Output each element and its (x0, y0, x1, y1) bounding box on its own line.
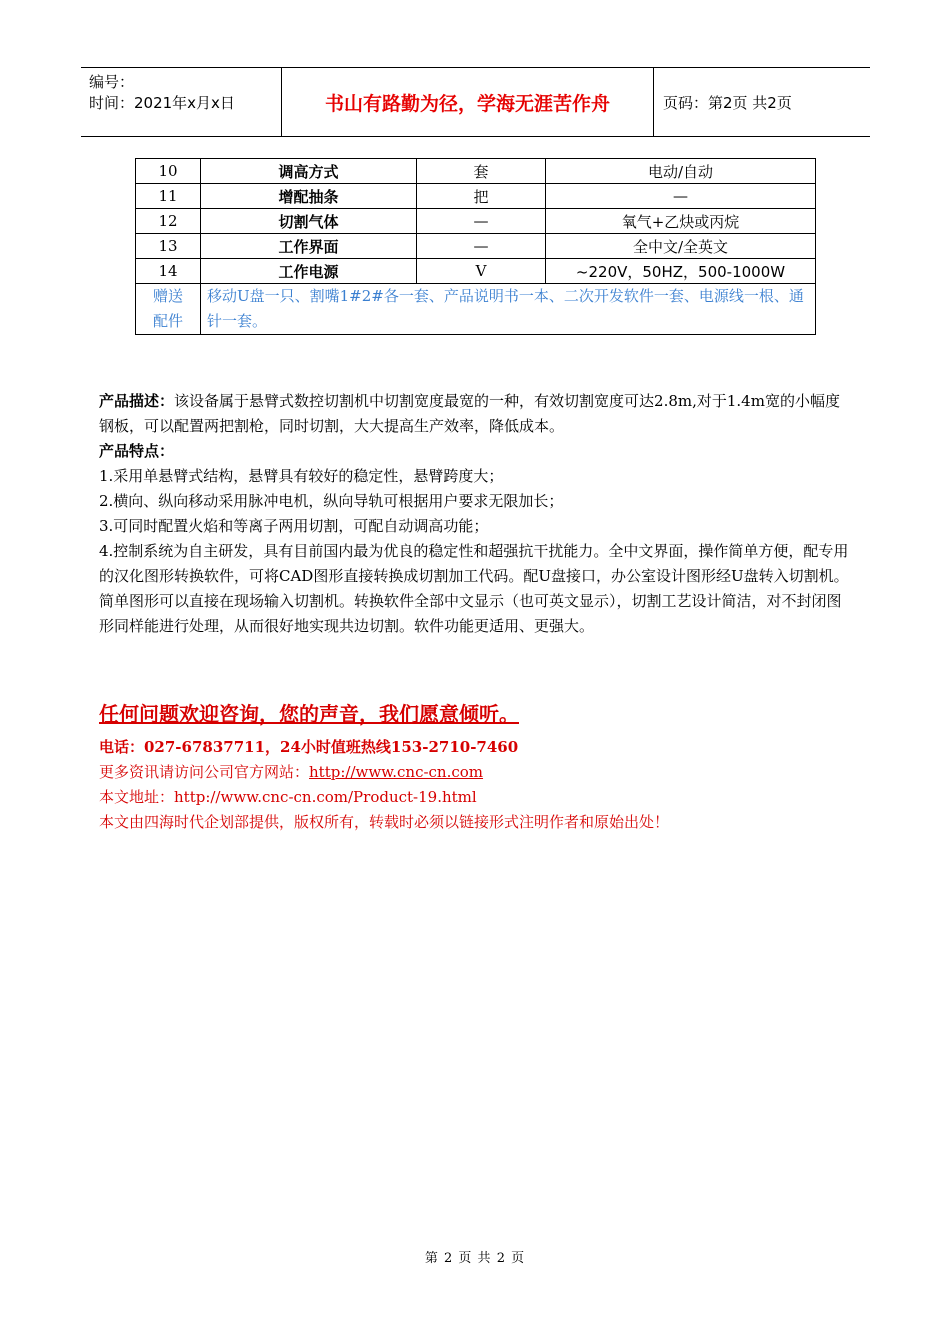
row-unit: — (417, 209, 546, 234)
table-row (136, 209, 816, 234)
row-value: 电动/自动 (546, 159, 816, 184)
row-number: 11 (136, 184, 201, 209)
row-item: 调高方式 (201, 159, 417, 184)
gift-label-line2: 配件 (152, 312, 183, 330)
row-item: 增配抽条 (201, 184, 417, 209)
contact-phone: 电话：027-67837711，24小时值班热线153-2710-7460 (99, 738, 519, 756)
row-item: 切割气体 (201, 209, 417, 234)
page-footer: 第 2 页 共 2 页 (424, 1251, 526, 1266)
gift-label-line1: 赠送 (152, 287, 183, 305)
row-number: 10 (136, 159, 201, 184)
document-time-label: 时间：2021年x月x日 (89, 94, 235, 112)
contact-headline: 任何问题欢迎咨询，您的声音，我们愿意倾听。 (99, 702, 519, 726)
description-lead: 产品描述： (99, 392, 175, 410)
table-row (136, 159, 816, 184)
row-number: 13 (136, 234, 201, 259)
gift-row (136, 284, 816, 335)
table-row (136, 259, 816, 284)
product-description (99, 389, 854, 439)
row-item: 工作界面 (201, 234, 417, 259)
row-value: — (546, 184, 816, 209)
description-text: 该设备属于悬臂式数控切割机中切割宽度最宽的一种，有效切割宽度可达2.8m,对于1.4m宽的小幅度钢板，可以配置两把割枪，同时切割，大大提高生产效率，降低成本。 (99, 392, 840, 435)
row-unit: V (417, 259, 546, 284)
row-item: 工作电源 (201, 259, 417, 284)
contact-address: 本文地址：http://www.cnc-cn.com/Product-19.html (99, 788, 477, 806)
gift-label (136, 284, 201, 335)
row-value: 氧气+乙炔或丙烷 (546, 209, 816, 234)
row-unit: 套 (417, 159, 546, 184)
features-title: 产品特点： (99, 442, 175, 460)
feature-item: 4.控制系统为自主研发，具有目前国内最为优良的稳定性和超强抗干扰能力。全中文界面，操作简单方便，配专用的汉化图形转换软件，可将CAD图形直接转换成切割加工代码。配U盘接口，办公室设计图形经U盘转入切割机。简单图形可以直接在现场输入切割机。转换软件全部中文显示（也可英文显示），切割工艺设计简洁，对不封闭图形同样能进行处理，从而很好地实现共边切割。软件功能更适用、更强大。 (99, 542, 849, 635)
website-link[interactable]: http://www.cnc-cn.com (309, 763, 484, 781)
contact-website (99, 760, 859, 785)
row-value: ~220V，50HZ，500-1000W (546, 259, 816, 284)
contact-section (99, 699, 859, 835)
gift-text: 移动U盘一只、割嘴1#2#各一套、产品说明书一本、二次开发软件一套、电源线一根、通针一套。 (201, 284, 816, 335)
website-prefix: 更多资讯请访问公司官方网站： (99, 763, 310, 781)
product-body (99, 389, 854, 639)
table-row (136, 234, 816, 259)
header-page-info: 页码：第2页 共2页 (663, 93, 792, 112)
page-header (81, 67, 870, 137)
feature-item: 1.采用单悬臂式结构，悬臂具有较好的稳定性，悬臂跨度大； (99, 467, 504, 485)
feature-item: 2.横向、纵向移动采用脉冲电机，纵向导轨可根据用户要求无限加长； (99, 492, 564, 510)
row-number: 12 (136, 209, 201, 234)
row-unit: 把 (417, 184, 546, 209)
row-unit: — (417, 234, 546, 259)
row-number: 14 (136, 259, 201, 284)
feature-item: 3.可同时配置火焰和等离子两用切割，可配自动调高功能； (99, 517, 489, 535)
spec-table (135, 158, 816, 335)
header-motto: 书山有路勤为径，学海无涯苦作舟 (281, 68, 654, 136)
table-row (136, 184, 816, 209)
contact-copyright: 本文由四海时代企划部提供，版权所有，转载时必须以链接形式注明作者和原始出处！ (99, 813, 670, 831)
header-left (81, 68, 281, 136)
row-value: 全中文/全英文 (546, 234, 816, 259)
document-number-label: 编号： (89, 73, 135, 91)
